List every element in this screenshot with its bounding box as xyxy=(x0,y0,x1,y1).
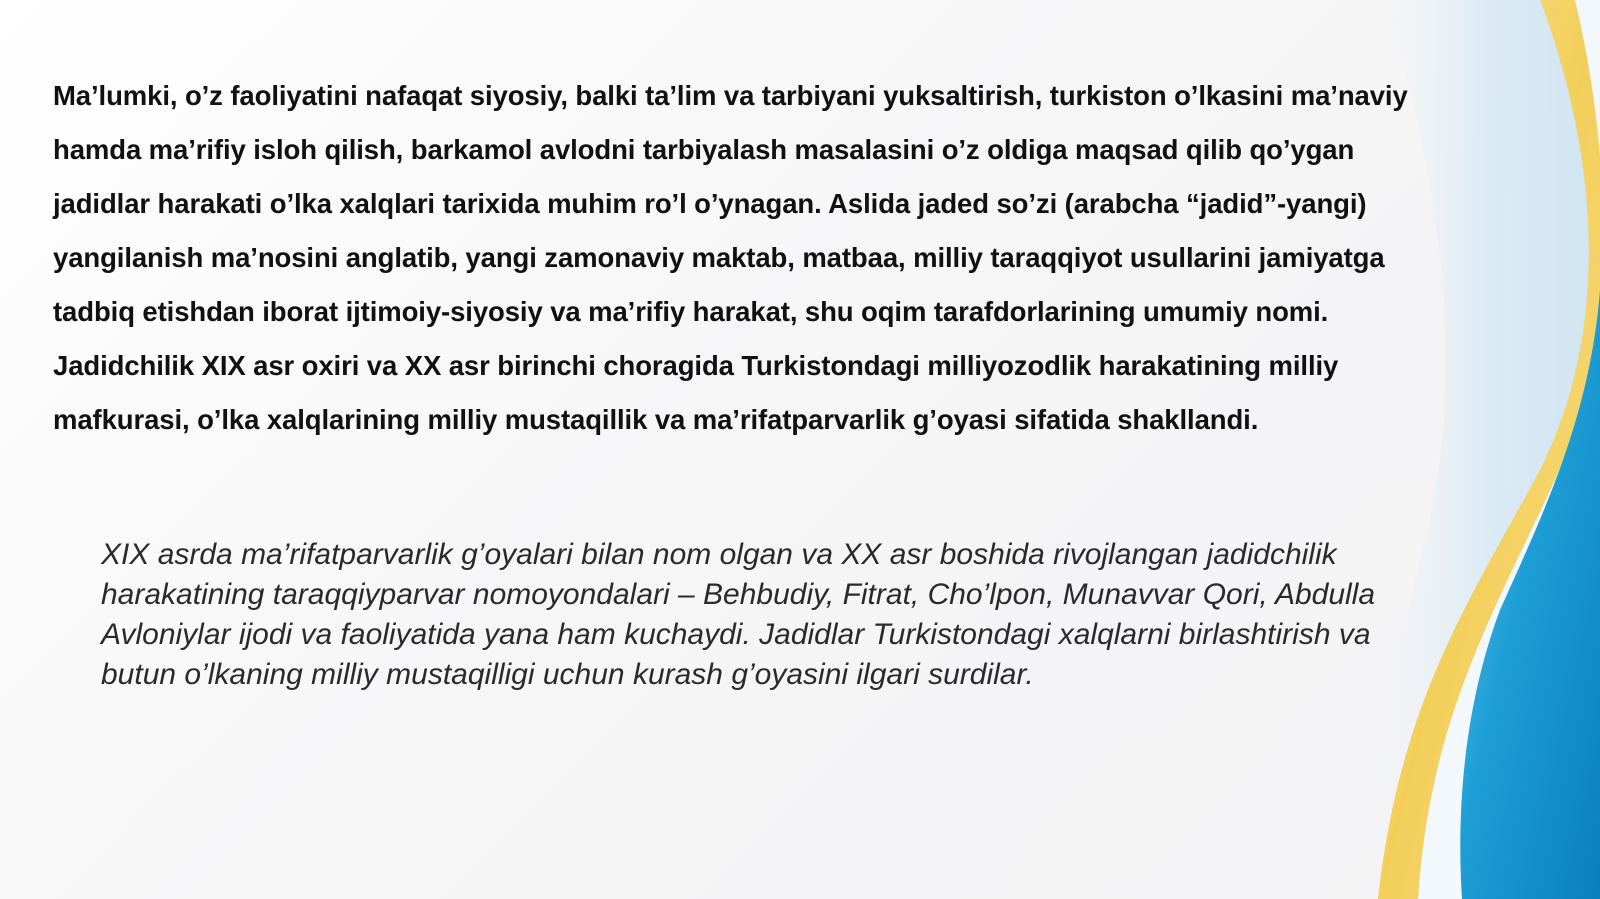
quote-paragraph: XIX asrda ma’rifatparvarlik g’oyalari bilan nom olgan va XX asr boshida rivojlangan jadidchilik harakatining taraqqiyparvar nomoyondalari – Behbudiy, Fitrat, Cho’lpon, Munavvar Qori, Abdulla Avloniylar ijodi va faoliyatida yana ham kuchaydi. Jadidlar Turkistondagi xalqlarni birlashtirish va butun o’lkaning milliy mustaqilligi uchun kurash g’oyasini ilgari surdilar. xyxy=(101,538,1376,691)
main-paragraph: Ma’lumki, o’z faoliyatini nafaqat siyosiy, balki ta’lim va tarbiyani yuksaltirish, turkiston o’lkasini ma’naviy hamda ma’rifiy isloh qilish, barkamol avlodni tarbiyalash masalasini o’z oldiga maqsad qilib qo’ygan jadidlar harakati o’lka xalqlari tarixida muhim ro’l o’ynagan. Aslida jaded so’zi (arabcha “jadid”-yangi) yangilanish ma’nosini anglatib, yangi zamonaviy maktab, matbaa, milliy taraqqiyot usullarini jamiyatga tadbiq etishdan iborat ijtimoiy-siyosiy va ma’rifiy harakat, shu oqim tarafdorlarining umumiy nomi. Jadidchilik XIX asr oxiri va XX asr birinchi choragida Turkistondagi milliyozodlik harakatining milliy mafkurasi, o’lka xalqlarining milliy mustaqillik va ma’rifatparvarlik g’oyasi sifatida shakllandi. xyxy=(53,80,1408,435)
